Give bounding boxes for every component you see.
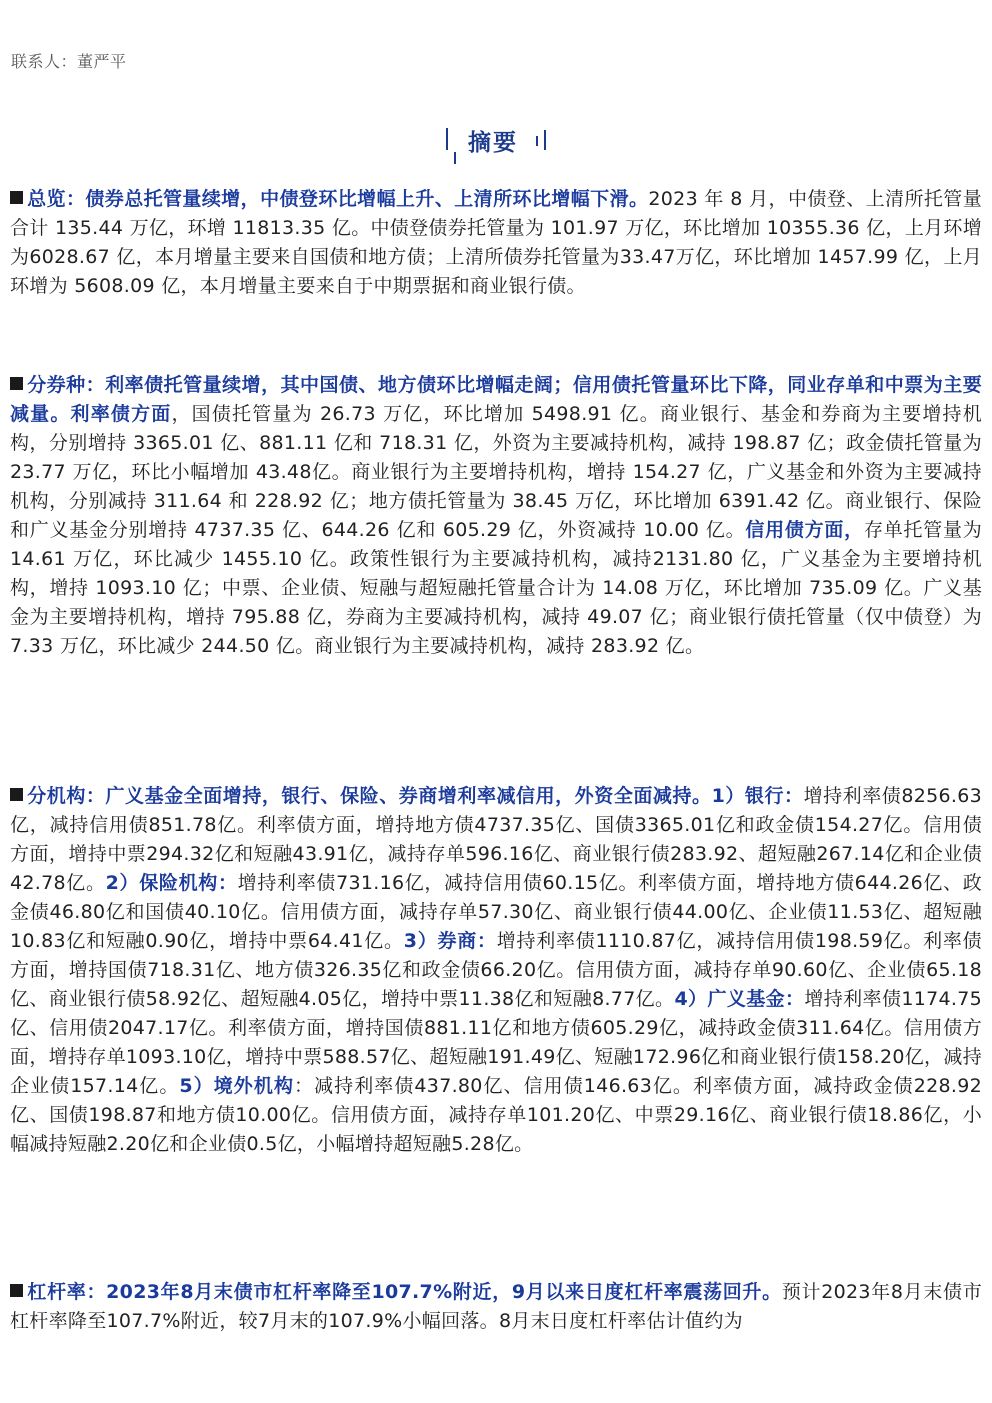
bank-body: 增持利率债8256.63亿，减持信用债851.78亿。利率债方面，增持地方债4737.35亿、国债3365.01亿和政金债154.27亿。信用债方面，增持中票294.32亿和短融43.91亿，减持存单596.16亿、商业银行债283.92、超短融267.14亿和企业债42.78亿。 [10,785,982,894]
foreign-body: ：减持利率债437.80亿、信用债146.63亿。利率债方面，减持政金债228.92亿、国债198.87和地方债10.00亿。信用债方面，减持存单101.20亿、中票29.16亿、商业银行债18.86亿，小幅减持短融2.20亿和企业债0.5亿，小幅增持超短融5.28亿。 [10,1075,982,1155]
fund-heading: 4）广义基金： [674,988,805,1010]
header-decor-bar [536,136,538,146]
insurance-body: 增持利率债731.16亿，减持信用债60.15亿。利率债方面，增持地方债644.26亿、政金债46.80亿和国债40.10亿。信用债方面，减持存单57.30亿、商业银行债44.00亿、企业债11.53亿、超短融10.83亿和短融0.90亿，增持中票64.41亿。 [10,872,983,952]
leverage-body: 预计2023年8月末债市杠杆率降至107.7%附近，较7月末的107.9%小幅回落。8月末日度杠杆率估计值约为 [10,1281,982,1332]
header-decor-bar [446,128,448,150]
summary-leverage [10,1278,982,1336]
fund-body: 增持利率债1174.75亿、信用债2047.17亿。利率债方面，增持国债881.11亿和地方债605.29亿，减持政金债311.64亿。信用债方面，增持存单1093.10亿，增持中票588.57亿、超短融191.49亿、短融172.96亿和商业银行债158.20亿，减持企业债157.14亿。 [10,988,982,1097]
header-decor-bar [544,130,546,150]
bullet-square-icon [10,377,23,390]
bond-type-heading: 分券种：利率债托管量续增，其中国债、地方债环比增幅走阔；信用债托管量环比下降，同业存单和中票为主要减量。利率债方面 [10,374,982,425]
header-decor-bar [454,152,456,164]
bullet-square-icon [10,1284,23,1297]
summary-by-institution [10,782,982,1159]
foreign-heading: 5）境外机构 [179,1075,295,1097]
overview-body: 2023 年 8 月，中债登、上清所托管量合计 135.44 万亿，环增 11813.35 亿。中债登债券托管量为 101.97 万亿，环比增加 10355.36 亿，上月环增为6028.67 亿，本月增量主要来自国债和地方债；上清所债券托管量为33.47万亿，环比增加 1457.99 亿，上月环增为 5608.09 亿，本月增量主要来自于中期票据和商业银行债。 [10,188,982,297]
contact-person: 联系人：董严平 [11,52,127,71]
bullet-square-icon [10,788,23,801]
credit-bond-heading: 信用债方面， [745,519,864,541]
credit-bond-body: 存单托管量为 14.61 万亿，环比减少 1455.10 亿。政策性银行为主要减持机构，减持2131.80 亿，广义基金为主要增持机构，增持 1093.10 亿；中票、企业债、短融与超短融托管量合计为 14.08 万亿，环比增加 735.09 亿。广义基金为主要增持机构，增持 795.88 亿，券商为主要减持机构，减持 49.07 亿；商业银行债托管量（仅中债登）为 7.33 万亿，环比减少 244.50 亿。商业银行为主要减持机构，减持 283.92 亿。 [10,519,982,657]
leverage-heading: 杠杆率：2023年8月末债市杠杆率降至107.7%附近，9月以来日度杠杆率震荡回升。 [27,1281,782,1303]
institution-heading: 分机构：广义基金全面增持，银行、保险、券商增利率减信用，外资全面减持。1）银行： [27,785,804,807]
overview-heading: 总览：债券总托管量续增，中债登环比增幅上升、上清所环比增幅下滑。 [27,188,649,210]
bullet-square-icon [10,191,23,204]
summary-by-bond-type [10,371,982,661]
bond-type-body: ，国债托管量为 26.73 万亿，环比增加 5498.91 亿。商业银行、基金和券商为主要增持机构，分别增持 3365.01 亿、881.11 亿和 718.31 亿，外资为主要减持机构，减持 198.87 亿；政金债托管量为 23.77 万亿，环比小幅增加 43.48亿。商业银行为主要增持机构，增持 154.27 亿，广义基金和外资为主要减持机构，分别减持 311.64 和 228.92 亿；地方债托管量为 38.45 万亿，环比增加 6391.42 亿。商业银行、保险和广义基金分别增持 4737.35 亿、644.26 亿和 605.29 亿，外资减持 10.00 亿。 [10,403,982,541]
abstract-title: 摘要 [468,130,518,156]
broker-heading: 3）券商： [403,930,497,952]
broker-body: 增持利率债1110.87亿，减持信用债198.59亿。利率债方面，增持国债718.31亿、地方债326.35亿和政金债66.20亿。信用债方面，减持存单90.60亿、企业债65.18亿、商业银行债58.92亿、超短融4.05亿，增持中票11.38亿和短融8.77亿。 [10,930,982,1010]
insurance-heading: 2）保险机构： [105,872,238,894]
summary-overview [10,185,982,301]
abstract-header [440,122,550,168]
